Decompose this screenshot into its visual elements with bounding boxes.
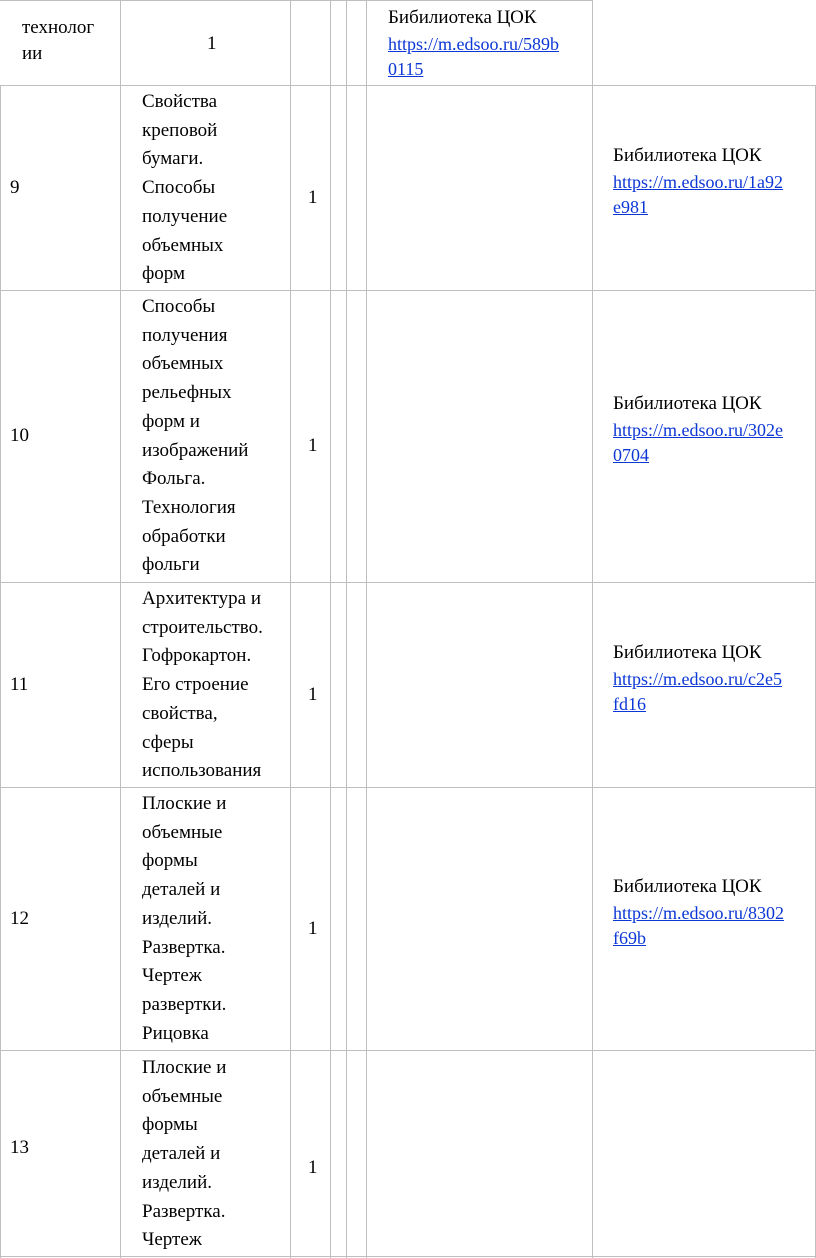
topic-line: получение xyxy=(142,205,228,227)
topic-line: Способы xyxy=(142,296,216,317)
column-divider xyxy=(120,0,121,1258)
topic-line: сферы xyxy=(142,731,194,753)
topic-line: Технология xyxy=(142,496,236,518)
topic-line: ии xyxy=(22,43,43,64)
row-divider xyxy=(0,582,816,583)
row-number: 10 xyxy=(10,425,29,446)
library-link[interactable]: https://m.edsoo.ru/589b xyxy=(388,34,559,54)
row-number: 9 xyxy=(10,176,20,198)
topic-line: бумаги. xyxy=(142,148,204,170)
row-divider xyxy=(0,1256,816,1257)
row-divider xyxy=(0,1050,816,1051)
column-divider xyxy=(366,0,367,1258)
hours-value: 1 xyxy=(308,683,318,705)
topic-line: Развертка. xyxy=(142,1200,226,1222)
library-link[interactable]: https://m.edsoo.ru/1a92 xyxy=(613,171,783,192)
row-number: 13 xyxy=(10,1137,29,1158)
topic-line: свойства, xyxy=(142,702,218,724)
topic-line: Свойства xyxy=(142,91,218,112)
row-number: 12 xyxy=(10,907,29,929)
topic-line: Способы xyxy=(142,177,216,199)
topic-line: креповой xyxy=(142,119,218,141)
topic-line: Чертеж xyxy=(142,1229,202,1251)
topic-line: Архитектура и xyxy=(142,588,262,609)
topic-line: использования xyxy=(142,760,262,782)
library-label: Бибилиотека ЦОК xyxy=(613,144,762,166)
topic-line: формы xyxy=(142,1114,198,1136)
topic-line: Гофрокартон. xyxy=(142,645,252,667)
hours-value: 1 xyxy=(308,435,318,456)
topic-line: изделий. xyxy=(142,907,212,929)
row-divider xyxy=(0,0,592,1)
topic-line: форм и xyxy=(142,410,200,432)
topic-line: Чертеж xyxy=(142,965,202,987)
topic-line: получения xyxy=(142,324,228,346)
row-divider xyxy=(0,85,816,86)
topic-line: объемные xyxy=(142,1085,223,1107)
topic-line: Рицовка xyxy=(142,1022,209,1044)
hours-value: 1 xyxy=(207,33,217,54)
hours-value: 1 xyxy=(308,1157,318,1178)
topic-line: объемных xyxy=(142,353,224,375)
topic-line: Развертка. xyxy=(142,936,226,958)
library-label: Бибилиотека ЦОК xyxy=(613,393,762,414)
library-label: Бибилиотека ЦОК xyxy=(613,641,762,663)
library-label: Бибилиотека ЦОК xyxy=(613,875,762,897)
topic-line: изделий. xyxy=(142,1171,212,1193)
topic-line: объемных xyxy=(142,234,224,256)
library-link[interactable]: fd16 xyxy=(613,693,646,714)
topic-line: формы xyxy=(142,850,198,872)
library-link[interactable]: f69b xyxy=(613,927,646,948)
topic-line: рельефных xyxy=(142,382,232,404)
topic-line: технолог xyxy=(22,17,95,38)
topic-line: фольги xyxy=(142,554,200,576)
row-divider xyxy=(0,787,816,788)
column-divider xyxy=(346,0,347,1258)
topic-line: деталей и xyxy=(142,1143,221,1165)
library-link[interactable]: https://m.edsoo.ru/302e xyxy=(613,420,783,440)
row-divider xyxy=(0,290,816,291)
topic-line: Плоские и xyxy=(142,1057,227,1078)
column-divider xyxy=(330,0,331,1258)
topic-line: изображений xyxy=(142,439,249,461)
topic-line: деталей и xyxy=(142,879,221,901)
topic-line: обработки xyxy=(142,525,226,547)
topic-line: форм xyxy=(142,263,186,285)
topic-line: строительство. xyxy=(142,616,263,638)
topic-line: объемные xyxy=(142,821,223,843)
hours-value: 1 xyxy=(308,186,318,208)
topic-line: Его строение xyxy=(142,674,249,696)
column-divider xyxy=(592,0,593,1258)
topic-line: Фольга. xyxy=(142,468,206,490)
column-divider xyxy=(0,85,1,1258)
column-divider xyxy=(290,0,291,1258)
library-link[interactable]: https://m.edsoo.ru/c2e5 xyxy=(613,668,782,689)
library-label: Бибилиотека ЦОК xyxy=(388,7,537,28)
topic-line: развертки. xyxy=(142,993,227,1015)
library-link[interactable]: e981 xyxy=(613,196,648,217)
hours-value: 1 xyxy=(308,917,318,939)
row-number: 11 xyxy=(10,673,29,695)
topic-line: Плоские и xyxy=(142,793,227,814)
library-link[interactable]: 0704 xyxy=(613,445,649,465)
library-link[interactable]: https://m.edsoo.ru/8302 xyxy=(613,902,784,923)
library-link[interactable]: 0115 xyxy=(388,59,424,79)
